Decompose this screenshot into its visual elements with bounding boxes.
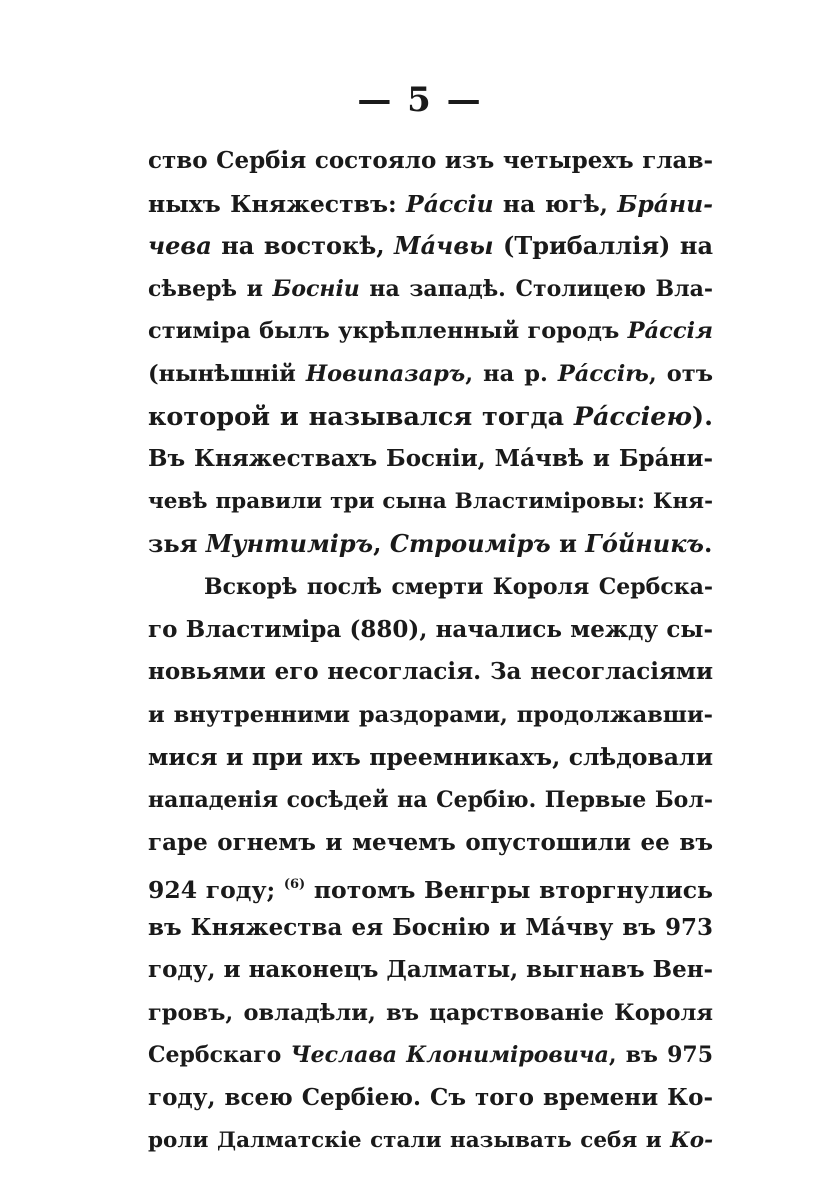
text-line: стиміра былъ укрѣпленный городъ Рáссія — [148, 318, 713, 345]
text-line: новьями его несогласія. За несогласіями — [148, 658, 713, 686]
text-line: чева на востокѣ, Мáчвы (Трибаллія) на — [148, 231, 713, 261]
text-line: 924 году; $^{(6)}$ потомъ Венгры вторгнулись — [148, 876, 713, 905]
text-line: Вскорѣ послѣ смерти Короля Сербска- — [204, 573, 713, 600]
text-line: роли Далматскіе стали называть себя и Ко- — [148, 1127, 713, 1153]
text-line: Въ Княжествахъ Босніи, Мáчвѣ и Брáни- — [148, 445, 713, 473]
text-line: и внутренними раздорами, продолжавши- — [148, 701, 713, 728]
body-text — [148, 140, 713, 1162]
text-line: Сербскаго Чеслава Клониміровича, въ 975 — [148, 1042, 714, 1069]
text-line: (нынѣшній Новипазаръ, на р. Рáссіѣ, отъ — [148, 360, 714, 387]
text-line: году, всею Сербіею. Съ того времени Ко- — [148, 1084, 713, 1112]
text-line: которой и назывался тогда Рáссіею). — [148, 401, 713, 432]
text-line: мися и при ихъ преемникахъ, слѣдовали — [148, 743, 713, 772]
text-line: сѣверѣ и Босніи на западѣ. Столицею Вла- — [148, 275, 713, 302]
text-line: нападенія сосѣдей на Сербію. Первые Бол- — [148, 786, 713, 813]
text-line: ныхъ Княжествъ: Рáссіи на югѣ, Брáни- — [148, 189, 713, 218]
page-number: — 5 — — [357, 80, 483, 120]
text-line: гровъ, овладѣли, въ царствованіе Короля — [148, 999, 713, 1026]
footnote-ref[interactable]: (6) — [283, 877, 306, 893]
text-line: чевѣ правили три сына Властиміровы: Кня- — [148, 488, 713, 514]
text-line: гаре огнемъ и мечемъ опустошили ее въ — [148, 828, 713, 856]
text-line: ство Сербія состояло изъ четырехъ глав- — [148, 147, 713, 174]
text-line: году, и наконецъ Далматы, выгнавъ Вен- — [148, 956, 714, 984]
text-line: зья Мунтиміръ, Строиміръ и Гóйникъ. — [148, 529, 713, 559]
text-line: въ Княжества ея Боснію и Мáчву въ 973 — [148, 913, 713, 941]
text-line: го Властиміра (880), начались между сы- — [148, 615, 713, 643]
